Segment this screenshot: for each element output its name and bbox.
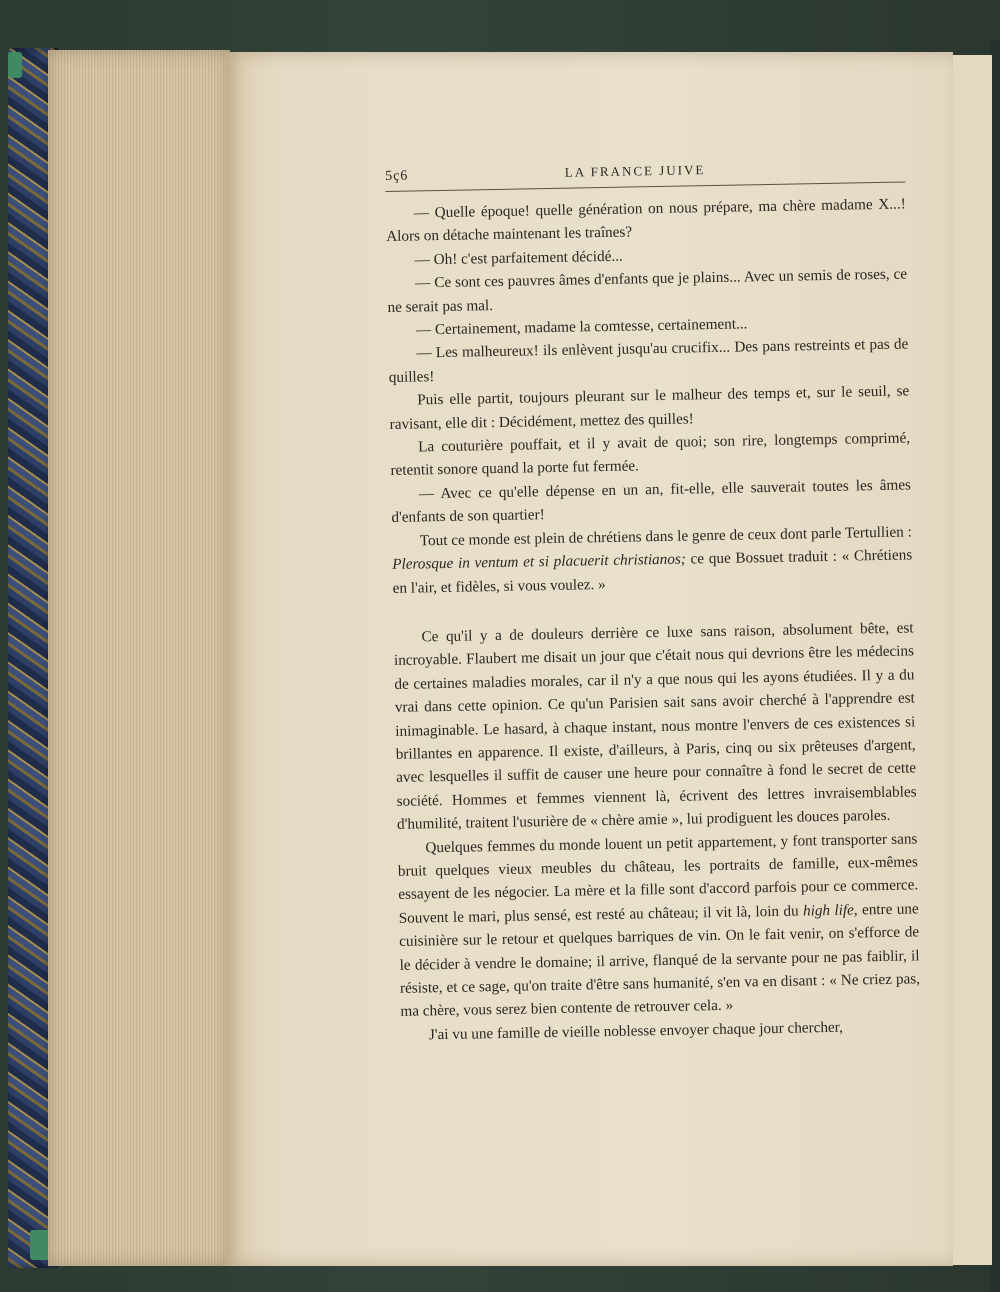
page-stack-edge (48, 50, 230, 1266)
paragraph: — Ce sont ces pauvres âmes d'enfants que je plains... Avec un semis de roses, ce ne serait pas mal. (387, 265, 908, 316)
latin-quote: Plerosque in ventum et si placuerit christianos; (392, 550, 686, 574)
page-content (385, 158, 921, 1047)
cover-corner-top (8, 52, 22, 78)
paragraph: La couturière pouffait, et il y avait de quoi; son rire, longtemps comprimé, retentit sonore quand la porte fut fermée. (390, 429, 911, 480)
paragraph-text: Quelques femmes du monde louent un petit appartement, y font transporter sans bruit quelques vieux meubles du château, les portraits de famille, eux-mêmes essayent de les négocier. La mère et la fille sont d'accord parfois pour ce commerce. Souvent le mari, plus sensé, est resté au château; il vit là, loin du (397, 829, 919, 927)
paragraph: Ce qu'il y a de douleurs derrière ce luxe sans raison, absolument bête, est incroyable. Flaubert me disait un jour que c'était nous qui devrions être les médecins de certaines maladies morales, car il n'y a que nous qui les ayons étudiées. Il y a du vrai dans cette opinion. Ce qu'un Parisien sait sans avoir cherché à l'apprendre est inimaginable. Le hasard, à chaque instant, nous montre l'envers de ces existences si brillantes en apparence. Il existe, d'ailleurs, à Paris, cinq ou six prêteuses d'argent, avec lesquelles il suffit de causer une heure pour connaître à fond le secret de cette société. Hommes et femmes viennent là, écrivent des lettres invraisemblables d'humilité, traitent l'usurière de « chère amie », lui prodiguent les douces paroles. (393, 619, 917, 834)
paragraph: — Quelle époque! quelle génération on nous prépare, ma chère madame X...! Alors on détache maintenant les traînes? (386, 195, 906, 246)
paragraph-chateau (397, 827, 920, 1024)
italic-phrase: high life (802, 901, 854, 920)
paragraph: — Oh! c'est parfaitement décidé... (414, 247, 623, 269)
paragraph: — Certainement, madame la comtesse, certainement... (415, 315, 748, 339)
paragraph-text: , entre une cuisinière sur le retour et quelques barriques de vin. On le fait venir, on s'efforce de le décider à vendre le domaine; il arrive, flanqué de la servante pour ne pas faiblir, il résiste, et ce sage, qu'on traite d'être sans humanité, s'en va en disant : « Ne criez pas, ma chère, vous serez bien contente de retrouver cela. » (399, 900, 921, 1021)
paragraph: — Les malheureux! ils enlèvent jusqu'au crucifix... Des pans restreints et pas de quilles! (388, 335, 909, 386)
running-title: LA FRANCE JUIVE (564, 162, 706, 180)
next-page-edge (950, 55, 992, 1265)
paragraph-tertullien (392, 520, 913, 600)
page-number: 5ç6 (385, 168, 409, 184)
paragraph: — Avec ce qu'elle dépense en un an, fit-elle, elle sauverait toutes les âmes d'enfants de son quartier! (391, 476, 912, 527)
paragraph: J'ai vu une famille de vieille noblesse envoyer chaque jour chercher, (428, 1018, 844, 1044)
paragraph-text: ce que Bossuet traduit : « Chrétiens en l'air, et fidèles, si vous voulez. » (392, 546, 913, 597)
paragraph-text: Tout ce monde est plein de chrétiens dans le genre de ceux dont parle Tertullien : (419, 523, 912, 550)
paragraph: Puis elle partit, toujours pleurant sur le malheur des temps et, sur le seuil, se ravisant, elle dit : Décidément, mettez des quilles! (389, 382, 910, 433)
